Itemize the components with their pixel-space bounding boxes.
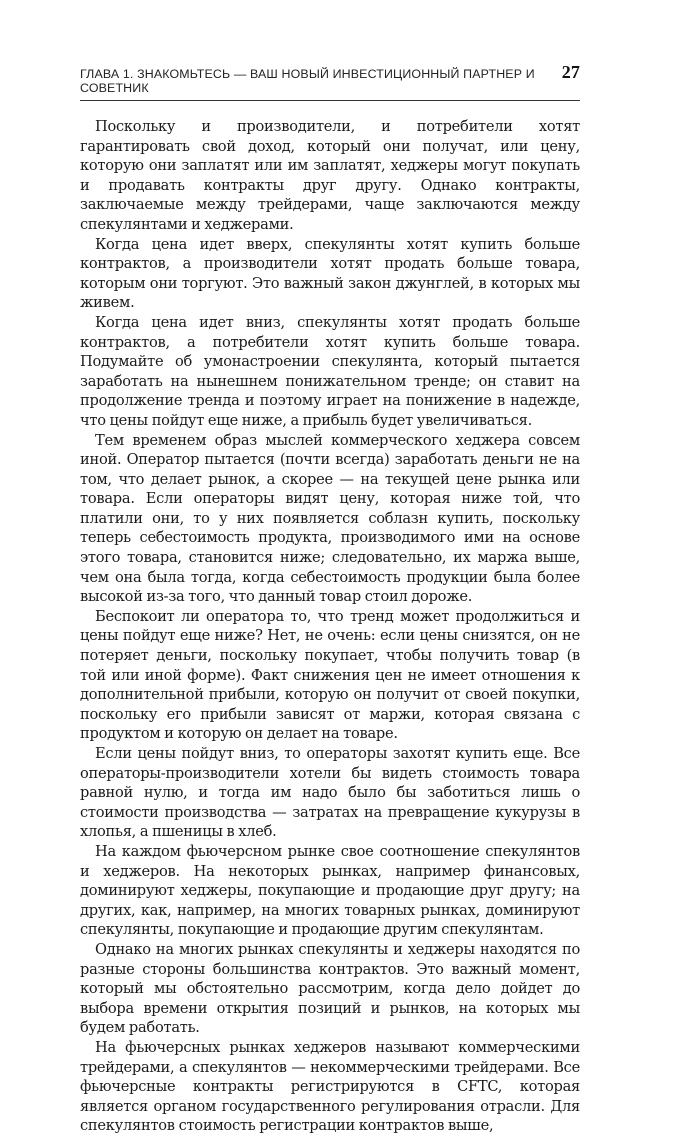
body-text — [80, 117, 580, 1136]
paragraph: Беспокоит ли оператора то, что тренд может продолжиться и цены пойдут еще ниже? Нет, не очень: если цены снизятся, он не потеряет деньги, поскольку покупает, чтобы получить товар (в той или иной форме). Факт снижения цен не имеет отношения к дополнительной прибыли, которую он получит от своей покупки, поскольку его прибыли зависят от маржи, которая связана с продуктом и которую он делает на товаре. — [80, 607, 580, 743]
paragraph: Тем временем образ мыслей коммерческого хеджера совсем иной. Оператор пытается (почти всегда) заработать деньги не на том, что делает рынок, а скорее — на текущей цене рынка или товара. Если операторы видят цену, которая ниже той, что платили они, то у них появляется соблазн купить, поскольку теперь себестоимость продукта, производимого ими на основе этого товара, становится ниже; следовательно, их маржа выше, чем она была тогда, когда себестоимость продукции была более высокой из-за того, что данный товар стоил дороже. — [80, 431, 580, 606]
running-header — [80, 62, 580, 101]
paragraph: На фьючерсных рынках хеджеров называют коммерческими трейдерами, а спекулянтов — некоммерческими трейдерами. Все фьючерсные контракты регистрируются в CFTC, которая является органом государственного регулирования отрасли. Для спекулянтов стоимость регистрации контрактов выше, — [80, 1038, 580, 1135]
paragraph: Когда цена идет вниз, спекулянты хотят продать больше контрактов, а потребители хотят купить больше товара. Подумайте об умонастроении спекулянта, который пытается заработать на нынешнем понижательном тренде; он ставит на продолжение тренда и поэтому играет на понижение в надежде, что цены пойдут еще ниже, а прибыль будет увеличиваться. — [80, 313, 580, 429]
paragraph: Однако на многих рынках спекулянты и хеджеры находятся по разные стороны большинства контрактов. Это важный момент, который мы обстоятельно рассмотрим, когда дело дойдет до выбора времени открытия позиций и рынков, на которых мы будем работать. — [80, 940, 580, 1037]
paragraph: На каждом фьючерсном рынке свое соотношение спекулянтов и хеджеров. На некоторых рынках, например финансовых, доминируют хеджеры, покупающие и продающие друг другу; на других, как, например, на многих товарных рынках, доминируют спекулянты, покупающие и продающие другим спекулянтам. — [80, 842, 580, 939]
paragraph: Когда цена идет вверх, спекулянты хотят купить больше контрактов, а производители хотят продать больше товара, которым они торгуют. Это важный закон джунглей, в которых мы живем. — [80, 235, 580, 312]
book-page — [80, 62, 580, 1136]
paragraph: Поскольку и производители, и потребители хотят гарантировать свой доход, который они получат, или цену, которую они заплатят или им заплатят, хеджеры могут покупать и продавать контракты друг другу. Однако контракты, заключаемые между трейдерами, чаще заключаются между спекулянтами и хеджерами. — [80, 118, 580, 233]
page-number: 27 — [561, 62, 580, 82]
chapter-title: ГЛАВА 1. ЗНАКОМЬТЕСЬ — ВАШ НОВЫЙ ИНВЕСТИЦИОННЫЙ ПАРТНЕР И СОВЕТНИК — [80, 67, 535, 95]
paragraph: Если цены пойдут вниз, то операторы захотят купить еще. Все операторы-производители хотели бы видеть стоимость товара равной нулю, и тогда им надо было бы заботиться лишь о стоимости производства — затратах на превращение кукурузы в хлопья, а пшеницы в хлеб. — [80, 745, 580, 841]
